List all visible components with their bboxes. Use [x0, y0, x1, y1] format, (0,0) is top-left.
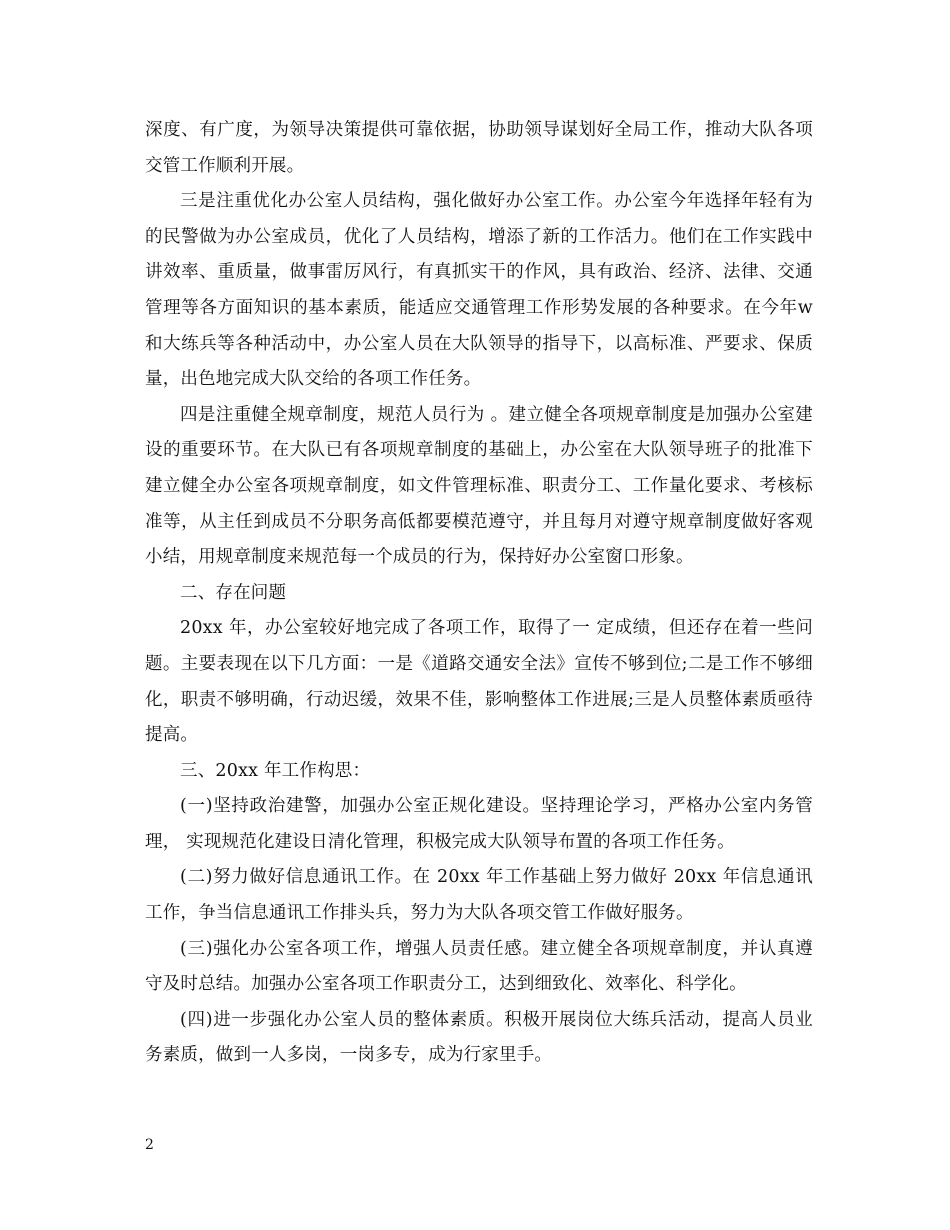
- paragraph-rules-system: 四是注重健全规章制度，规范人员行为 。建立健全各项规章制度是加强办公室建设的重要环节。在大队已有各项规章制度的基础上，办公室在大队领导班子的批准下建立健全办公室各项规章制度，如文件管理标准、职责分工、工作量化要求、考核标准等，从主任到成员不分职务高低都要模范遵守，并且每月对遵守规章制度做好客观小结，用规章制度来规范每一个成员的行为，保持好办公室窗口形象。: [145, 404, 813, 568]
- plan-item-2: (二)努力做好信息通讯工作。在 20xx 年工作基础上努力做好 20xx 年信息通讯工作，争当信息通讯工作排头兵，努力为大队各项交管工作做好服务。: [145, 867, 813, 924]
- section-heading-problems: 二、存在问题: [180, 582, 287, 603]
- plan-item-1: (一)坚持政治建警，加强办公室正规化建设。坚持理论学习，严格办公室内务管理， 实现规范化建设日清化管理，积极完成大队领导布置的各项工作任务。: [145, 796, 813, 852]
- body-text: [145, 113, 813, 1074]
- paragraph-problems: 20xx 年，办公室较好地完成了各项工作，取得了一 定成绩，但还存在着一些问题。主要表现在以下几方面：一是《道路交通安全法》宣传不够到位;二是工作不够细化，职责不够明确，行动迟缓，效果不佳，影响整体工作进展;三是人员整体素质亟待提高。: [145, 618, 813, 746]
- paragraph-continuation: 深度、有广度，为领导决策提供可靠依据，协助领导谋划好全局工作，推动大队各项交管工作顺利开展。: [145, 120, 813, 176]
- paragraph-staff-structure: 三是注重优化办公室人员结构，强化做好办公室工作。办公室今年选择年轻有为的民警做为办公室成员，优化了人员结构，增添了新的工作活力。他们在工作实践中讲效率、重质量，做事雷厉风行，有真抓实干的作风，具有政治、经济、法律、交通管理等各方面知识的基本素质，能适应交通管理工作形势发展的各种要求。在今年w和大练兵等各种活动中，办公室人员在大队领导的指导下，以高标准、严要求、保质量，出色地完成大队交给的各项工作任务。: [145, 191, 813, 390]
- plan-item-4: (四)进一步强化办公室人员的整体素质。积极开展岗位大练兵活动，提高人员业务素质，做到一人多岗，一岗多专，成为行家里手。: [145, 1009, 813, 1066]
- section-heading-work-plan: 三、20xx 年工作构思：: [180, 760, 371, 781]
- plan-item-3: (三)强化办公室各项工作，增强人员责任感。建立健全各项规章制度，并认真遵守及时总结。加强办公室各项工作职责分工，达到细致化、效率化、科学化。: [145, 938, 813, 995]
- page-number: 2: [145, 1137, 154, 1153]
